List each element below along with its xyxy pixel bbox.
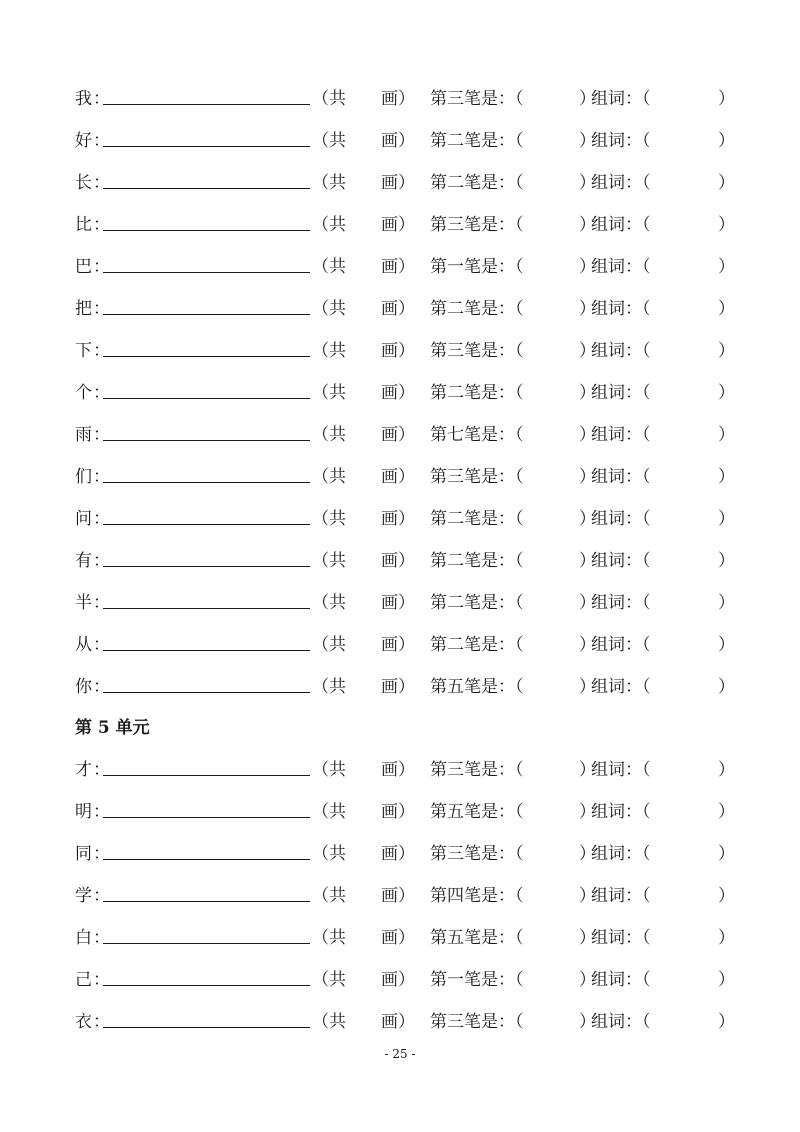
bi-shi-label: 笔是：（ bbox=[464, 257, 524, 277]
bi-shi-label: 笔是：（ bbox=[464, 635, 524, 655]
word-answer-close-paren: ） bbox=[718, 89, 735, 109]
stroke-answer-close-paren: ） bbox=[579, 970, 596, 990]
bi-shi-label: 笔是：（ bbox=[464, 760, 524, 780]
di-label: 第 bbox=[430, 467, 447, 487]
stroke-order-number: 二 bbox=[447, 593, 464, 613]
stroke-count-close-label: 画） bbox=[381, 509, 415, 529]
stroke-count-close-label: 画） bbox=[381, 341, 415, 361]
character-row bbox=[0, 797, 800, 827]
character: 从 bbox=[75, 635, 92, 655]
word-formation-label: 组词：（ bbox=[591, 1012, 651, 1032]
word-answer-close-paren: ） bbox=[718, 970, 735, 990]
stroke-order-number: 七 bbox=[447, 425, 464, 445]
stroke-count-open-label: （共 bbox=[312, 551, 346, 571]
word-formation-label: 组词：（ bbox=[591, 677, 651, 697]
stroke-order-number: 三 bbox=[447, 1012, 464, 1032]
stroke-count-open-label: （共 bbox=[312, 1012, 346, 1032]
word-answer-close-paren: ） bbox=[718, 677, 735, 697]
di-label: 第 bbox=[430, 131, 447, 151]
pinyin-answer-line[interactable] bbox=[103, 608, 310, 609]
stroke-answer-close-paren: ） bbox=[579, 173, 596, 193]
character: 们 bbox=[75, 467, 92, 487]
character-row bbox=[0, 210, 800, 240]
word-formation-label: 组词：（ bbox=[591, 593, 651, 613]
character-row bbox=[0, 588, 800, 618]
di-label: 第 bbox=[430, 341, 447, 361]
bi-shi-label: 笔是：（ bbox=[464, 844, 524, 864]
character-row bbox=[0, 839, 800, 869]
colon-label: ： bbox=[93, 844, 110, 864]
stroke-count-close-label: 画） bbox=[381, 844, 415, 864]
word-formation-label: 组词：（ bbox=[591, 299, 651, 319]
stroke-order-number: 二 bbox=[447, 299, 464, 319]
bi-shi-label: 笔是：（ bbox=[464, 425, 524, 445]
character: 才 bbox=[75, 760, 92, 780]
stroke-count-close-label: 画） bbox=[381, 551, 415, 571]
di-label: 第 bbox=[430, 509, 447, 529]
stroke-count-close-label: 画） bbox=[381, 467, 415, 487]
colon-label: ： bbox=[93, 970, 110, 990]
stroke-order-label bbox=[430, 630, 524, 660]
stroke-order-number: 一 bbox=[447, 257, 464, 277]
character-row bbox=[0, 923, 800, 953]
word-formation-label: 组词：（ bbox=[591, 970, 651, 990]
bi-shi-label: 笔是：（ bbox=[464, 341, 524, 361]
stroke-count-close-label: 画） bbox=[381, 886, 415, 906]
stroke-order-label bbox=[430, 797, 524, 827]
pinyin-answer-line[interactable] bbox=[103, 566, 310, 567]
stroke-order-label bbox=[430, 420, 524, 450]
character-row bbox=[0, 755, 800, 785]
word-formation-label: 组词：（ bbox=[591, 509, 651, 529]
bi-shi-label: 笔是：（ bbox=[464, 89, 524, 109]
stroke-answer-close-paren: ） bbox=[579, 886, 596, 906]
colon-label: ： bbox=[93, 928, 110, 948]
stroke-answer-close-paren: ） bbox=[579, 257, 596, 277]
di-label: 第 bbox=[430, 970, 447, 990]
stroke-answer-close-paren: ） bbox=[579, 760, 596, 780]
stroke-order-label bbox=[430, 923, 524, 953]
stroke-order-number: 三 bbox=[447, 215, 464, 235]
stroke-answer-close-paren: ） bbox=[579, 89, 596, 109]
unit-heading: 第 5 单元 bbox=[75, 718, 150, 738]
stroke-count-close-label: 画） bbox=[381, 593, 415, 613]
bi-shi-label: 笔是：（ bbox=[464, 131, 524, 151]
stroke-order-label bbox=[430, 672, 524, 702]
stroke-order-label bbox=[430, 378, 524, 408]
word-answer-close-paren: ） bbox=[718, 844, 735, 864]
stroke-answer-close-paren: ） bbox=[579, 844, 596, 864]
colon-label: ： bbox=[93, 635, 110, 655]
bi-shi-label: 笔是：（ bbox=[464, 215, 524, 235]
bi-shi-label: 笔是：（ bbox=[464, 677, 524, 697]
stroke-order-number: 五 bbox=[447, 802, 464, 822]
word-answer-close-paren: ） bbox=[718, 131, 735, 151]
pinyin-answer-line[interactable] bbox=[103, 859, 310, 860]
bi-shi-label: 笔是：（ bbox=[464, 928, 524, 948]
pinyin-answer-line[interactable] bbox=[103, 230, 310, 231]
page-number: - 25 - bbox=[384, 1047, 416, 1061]
bi-shi-label: 笔是：（ bbox=[464, 1012, 524, 1032]
stroke-answer-close-paren: ） bbox=[579, 131, 596, 151]
word-answer-close-paren: ） bbox=[718, 341, 735, 361]
stroke-count-open-label: （共 bbox=[312, 89, 346, 109]
stroke-order-number: 三 bbox=[447, 341, 464, 361]
stroke-order-number: 二 bbox=[447, 509, 464, 529]
stroke-answer-close-paren: ） bbox=[579, 425, 596, 445]
bi-shi-label: 笔是：（ bbox=[464, 802, 524, 822]
stroke-count-open-label: （共 bbox=[312, 509, 346, 529]
pinyin-answer-line[interactable] bbox=[103, 817, 310, 818]
character-row bbox=[0, 252, 800, 282]
character: 把 bbox=[75, 299, 92, 319]
word-answer-close-paren: ） bbox=[718, 760, 735, 780]
bi-shi-label: 笔是：（ bbox=[464, 551, 524, 571]
pinyin-answer-line[interactable] bbox=[103, 985, 310, 986]
word-formation-label: 组词：（ bbox=[591, 802, 651, 822]
stroke-order-number: 三 bbox=[447, 467, 464, 487]
stroke-count-open-label: （共 bbox=[312, 886, 346, 906]
di-label: 第 bbox=[430, 383, 447, 403]
stroke-count-open-label: （共 bbox=[312, 257, 346, 277]
stroke-order-number: 一 bbox=[447, 970, 464, 990]
di-label: 第 bbox=[430, 257, 447, 277]
character-row bbox=[0, 965, 800, 995]
bi-shi-label: 笔是：（ bbox=[464, 970, 524, 990]
character-row bbox=[0, 546, 800, 576]
colon-label: ： bbox=[93, 551, 110, 571]
word-formation-label: 组词：（ bbox=[591, 173, 651, 193]
word-formation-label: 组词：（ bbox=[591, 215, 651, 235]
stroke-order-label bbox=[430, 546, 524, 576]
colon-label: ： bbox=[93, 131, 110, 151]
stroke-count-open-label: （共 bbox=[312, 299, 346, 319]
di-label: 第 bbox=[430, 551, 447, 571]
pinyin-answer-line[interactable] bbox=[103, 440, 310, 441]
stroke-answer-close-paren: ） bbox=[579, 593, 596, 613]
stroke-answer-close-paren: ） bbox=[579, 509, 596, 529]
character: 巴 bbox=[75, 257, 92, 277]
di-label: 第 bbox=[430, 928, 447, 948]
stroke-count-close-label: 画） bbox=[381, 635, 415, 655]
colon-label: ： bbox=[93, 215, 110, 235]
word-formation-label: 组词：（ bbox=[591, 383, 651, 403]
pinyin-answer-line[interactable] bbox=[103, 1027, 310, 1028]
stroke-count-close-label: 画） bbox=[381, 257, 415, 277]
stroke-order-number: 三 bbox=[447, 760, 464, 780]
stroke-count-close-label: 画） bbox=[381, 131, 415, 151]
word-formation-label: 组词：（ bbox=[591, 257, 651, 277]
character: 问 bbox=[75, 509, 92, 529]
stroke-order-label bbox=[430, 210, 524, 240]
stroke-order-label bbox=[430, 1007, 524, 1037]
colon-label: ： bbox=[93, 802, 110, 822]
character: 我 bbox=[75, 89, 92, 109]
stroke-answer-close-paren: ） bbox=[579, 467, 596, 487]
stroke-count-open-label: （共 bbox=[312, 467, 346, 487]
stroke-count-open-label: （共 bbox=[312, 341, 346, 361]
character-row bbox=[0, 126, 800, 156]
colon-label: ： bbox=[93, 341, 110, 361]
word-answer-close-paren: ） bbox=[718, 886, 735, 906]
stroke-count-open-label: （共 bbox=[312, 760, 346, 780]
word-answer-close-paren: ） bbox=[718, 467, 735, 487]
character-row bbox=[0, 504, 800, 534]
word-formation-label: 组词：（ bbox=[591, 425, 651, 445]
pinyin-answer-line[interactable] bbox=[103, 650, 310, 651]
stroke-order-label bbox=[430, 504, 524, 534]
word-formation-label: 组词：（ bbox=[591, 760, 651, 780]
character: 雨 bbox=[75, 425, 92, 445]
character-row bbox=[0, 672, 800, 702]
colon-label: ： bbox=[93, 886, 110, 906]
pinyin-answer-line[interactable] bbox=[103, 188, 310, 189]
stroke-answer-close-paren: ） bbox=[579, 1012, 596, 1032]
word-answer-close-paren: ） bbox=[718, 299, 735, 319]
stroke-count-open-label: （共 bbox=[312, 131, 346, 151]
stroke-order-label bbox=[430, 126, 524, 156]
di-label: 第 bbox=[430, 844, 447, 864]
colon-label: ： bbox=[93, 509, 110, 529]
colon-label: ： bbox=[93, 89, 110, 109]
stroke-count-close-label: 画） bbox=[381, 1012, 415, 1032]
word-answer-close-paren: ） bbox=[718, 383, 735, 403]
stroke-order-number: 二 bbox=[447, 635, 464, 655]
pinyin-answer-line[interactable] bbox=[103, 146, 310, 147]
character-row bbox=[0, 881, 800, 911]
character: 明 bbox=[75, 802, 92, 822]
word-formation-label: 组词：（ bbox=[591, 131, 651, 151]
di-label: 第 bbox=[430, 593, 447, 613]
stroke-order-number: 五 bbox=[447, 928, 464, 948]
stroke-order-label bbox=[430, 336, 524, 366]
stroke-count-open-label: （共 bbox=[312, 677, 346, 697]
stroke-order-label bbox=[430, 252, 524, 282]
stroke-count-open-label: （共 bbox=[312, 383, 346, 403]
stroke-order-number: 四 bbox=[447, 886, 464, 906]
colon-label: ： bbox=[93, 467, 110, 487]
character: 有 bbox=[75, 551, 92, 571]
bi-shi-label: 笔是：（ bbox=[464, 173, 524, 193]
stroke-order-number: 二 bbox=[447, 551, 464, 571]
word-formation-label: 组词：（ bbox=[591, 886, 651, 906]
bi-shi-label: 笔是：（ bbox=[464, 467, 524, 487]
character-row bbox=[0, 336, 800, 366]
pinyin-answer-line[interactable] bbox=[103, 356, 310, 357]
bi-shi-label: 笔是：（ bbox=[464, 593, 524, 613]
pinyin-answer-line[interactable] bbox=[103, 398, 310, 399]
stroke-count-close-label: 画） bbox=[381, 425, 415, 445]
word-answer-close-paren: ） bbox=[718, 551, 735, 571]
stroke-answer-close-paren: ） bbox=[579, 635, 596, 655]
word-formation-label: 组词：（ bbox=[591, 635, 651, 655]
bi-shi-label: 笔是：（ bbox=[464, 299, 524, 319]
di-label: 第 bbox=[430, 677, 447, 697]
di-label: 第 bbox=[430, 89, 447, 109]
word-answer-close-paren: ） bbox=[718, 802, 735, 822]
stroke-count-close-label: 画） bbox=[381, 928, 415, 948]
stroke-count-open-label: （共 bbox=[312, 802, 346, 822]
di-label: 第 bbox=[430, 425, 447, 445]
colon-label: ： bbox=[93, 593, 110, 613]
stroke-answer-close-paren: ） bbox=[579, 299, 596, 319]
character-row bbox=[0, 84, 800, 114]
di-label: 第 bbox=[430, 802, 447, 822]
pinyin-answer-line[interactable] bbox=[103, 775, 310, 776]
word-formation-label: 组词：（ bbox=[591, 341, 651, 361]
stroke-count-open-label: （共 bbox=[312, 970, 346, 990]
word-formation-label: 组词：（ bbox=[591, 928, 651, 948]
stroke-answer-close-paren: ） bbox=[579, 677, 596, 697]
pinyin-answer-line[interactable] bbox=[103, 692, 310, 693]
stroke-answer-close-paren: ） bbox=[579, 383, 596, 403]
colon-label: ： bbox=[93, 425, 110, 445]
stroke-count-open-label: （共 bbox=[312, 425, 346, 445]
character-row bbox=[0, 462, 800, 492]
pinyin-answer-line[interactable] bbox=[103, 314, 310, 315]
character: 长 bbox=[75, 173, 92, 193]
stroke-order-number: 三 bbox=[447, 89, 464, 109]
stroke-count-open-label: （共 bbox=[312, 173, 346, 193]
word-answer-close-paren: ） bbox=[718, 215, 735, 235]
stroke-order-label bbox=[430, 84, 524, 114]
stroke-count-close-label: 画） bbox=[381, 677, 415, 697]
stroke-order-label bbox=[430, 965, 524, 995]
character: 好 bbox=[75, 131, 92, 151]
word-formation-label: 组词：（ bbox=[591, 467, 651, 487]
word-formation-label: 组词：（ bbox=[591, 89, 651, 109]
word-answer-close-paren: ） bbox=[718, 1012, 735, 1032]
di-label: 第 bbox=[430, 760, 447, 780]
word-answer-close-paren: ） bbox=[718, 173, 735, 193]
stroke-order-label bbox=[430, 588, 524, 618]
stroke-order-number: 五 bbox=[447, 677, 464, 697]
stroke-count-open-label: （共 bbox=[312, 928, 346, 948]
stroke-order-label bbox=[430, 839, 524, 869]
word-answer-close-paren: ） bbox=[718, 257, 735, 277]
character: 己 bbox=[75, 970, 92, 990]
stroke-order-label bbox=[430, 168, 524, 198]
stroke-order-label bbox=[430, 755, 524, 785]
character-row bbox=[0, 168, 800, 198]
stroke-answer-close-paren: ） bbox=[579, 802, 596, 822]
di-label: 第 bbox=[430, 886, 447, 906]
stroke-order-number: 三 bbox=[447, 844, 464, 864]
colon-label: ： bbox=[93, 760, 110, 780]
character: 下 bbox=[75, 341, 92, 361]
stroke-count-close-label: 画） bbox=[381, 299, 415, 319]
colon-label: ： bbox=[93, 383, 110, 403]
stroke-order-number: 二 bbox=[447, 383, 464, 403]
character-row bbox=[0, 294, 800, 324]
stroke-answer-close-paren: ） bbox=[579, 215, 596, 235]
di-label: 第 bbox=[430, 215, 447, 235]
word-answer-close-paren: ） bbox=[718, 593, 735, 613]
stroke-order-label bbox=[430, 881, 524, 911]
character: 半 bbox=[75, 593, 92, 613]
word-formation-label: 组词：（ bbox=[591, 844, 651, 864]
di-label: 第 bbox=[430, 299, 447, 319]
stroke-count-open-label: （共 bbox=[312, 844, 346, 864]
word-answer-close-paren: ） bbox=[718, 425, 735, 445]
stroke-answer-close-paren: ） bbox=[579, 341, 596, 361]
stroke-count-close-label: 画） bbox=[381, 383, 415, 403]
character: 比 bbox=[75, 215, 92, 235]
character: 同 bbox=[75, 844, 92, 864]
pinyin-answer-line[interactable] bbox=[103, 272, 310, 273]
di-label: 第 bbox=[430, 1012, 447, 1032]
stroke-count-open-label: （共 bbox=[312, 215, 346, 235]
character: 个 bbox=[75, 383, 92, 403]
word-answer-close-paren: ） bbox=[718, 509, 735, 529]
colon-label: ： bbox=[93, 299, 110, 319]
stroke-order-label bbox=[430, 294, 524, 324]
colon-label: ： bbox=[93, 257, 110, 277]
stroke-order-label bbox=[430, 462, 524, 492]
stroke-answer-close-paren: ） bbox=[579, 928, 596, 948]
stroke-order-number: 二 bbox=[447, 131, 464, 151]
character-row bbox=[0, 630, 800, 660]
bi-shi-label: 笔是：（ bbox=[464, 509, 524, 529]
character-row bbox=[0, 420, 800, 450]
word-formation-label: 组词：（ bbox=[591, 551, 651, 571]
character-row bbox=[0, 378, 800, 408]
stroke-count-close-label: 画） bbox=[381, 760, 415, 780]
stroke-count-open-label: （共 bbox=[312, 635, 346, 655]
stroke-order-number: 二 bbox=[447, 173, 464, 193]
pinyin-answer-line[interactable] bbox=[103, 104, 310, 105]
character: 衣 bbox=[75, 1012, 92, 1032]
colon-label: ： bbox=[93, 677, 110, 697]
di-label: 第 bbox=[430, 173, 447, 193]
stroke-count-close-label: 画） bbox=[381, 173, 415, 193]
word-answer-close-paren: ） bbox=[718, 635, 735, 655]
character: 你 bbox=[75, 677, 92, 697]
di-label: 第 bbox=[430, 635, 447, 655]
pinyin-answer-line[interactable] bbox=[103, 943, 310, 944]
pinyin-answer-line[interactable] bbox=[103, 901, 310, 902]
stroke-answer-close-paren: ） bbox=[579, 551, 596, 571]
colon-label: ： bbox=[93, 1012, 110, 1032]
colon-label: ： bbox=[93, 173, 110, 193]
stroke-count-close-label: 画） bbox=[381, 970, 415, 990]
stroke-count-close-label: 画） bbox=[381, 802, 415, 822]
pinyin-answer-line[interactable] bbox=[103, 482, 310, 483]
bi-shi-label: 笔是：（ bbox=[464, 886, 524, 906]
character: 白 bbox=[75, 928, 92, 948]
character-row bbox=[0, 1007, 800, 1037]
word-answer-close-paren: ） bbox=[718, 928, 735, 948]
character: 学 bbox=[75, 886, 92, 906]
bi-shi-label: 笔是：（ bbox=[464, 383, 524, 403]
pinyin-answer-line[interactable] bbox=[103, 524, 310, 525]
stroke-count-close-label: 画） bbox=[381, 215, 415, 235]
stroke-count-close-label: 画） bbox=[381, 89, 415, 109]
stroke-count-open-label: （共 bbox=[312, 593, 346, 613]
